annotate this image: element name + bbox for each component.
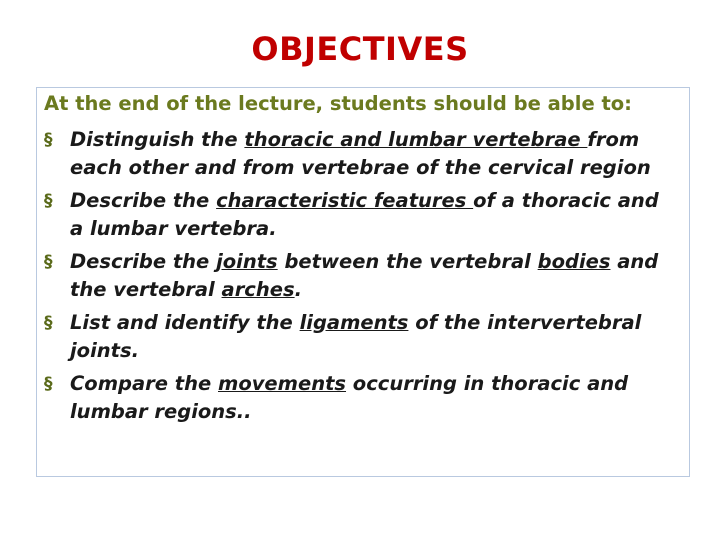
bullet-icon: § xyxy=(44,374,53,394)
objective-text: of a thoracic and xyxy=(473,189,659,212)
bullet-icon: § xyxy=(44,252,53,272)
bullet-icon: § xyxy=(44,130,53,150)
objective-text: joints. xyxy=(70,339,139,362)
objective-text: and xyxy=(610,250,659,273)
key-term: movements xyxy=(218,372,347,395)
objective-text: a lumbar vertebra. xyxy=(70,217,277,240)
objective-line xyxy=(70,309,684,337)
key-term: ligaments xyxy=(299,311,409,334)
objective-text: . xyxy=(294,278,303,301)
key-term: thoracic and lumbar vertebrae xyxy=(244,128,588,151)
objective-line xyxy=(70,154,684,182)
objective-text: the vertebral xyxy=(70,278,222,301)
objective-text: of the intervertebral xyxy=(408,311,642,334)
objective-line xyxy=(70,126,684,154)
page-title: OBJECTIVES xyxy=(251,30,469,68)
objective-line xyxy=(70,370,684,398)
objective-line xyxy=(70,248,684,276)
key-term: characteristic features xyxy=(216,189,474,212)
objective-text: lumbar regions.. xyxy=(70,400,252,423)
objective-item xyxy=(44,370,684,426)
bullet-icon: § xyxy=(44,191,53,211)
objective-line xyxy=(70,337,684,365)
objective-text: List and identify the xyxy=(70,311,300,334)
objective-line xyxy=(70,187,684,215)
objective-line xyxy=(70,276,684,304)
objective-item xyxy=(44,309,684,365)
objective-text: Distinguish the xyxy=(70,128,245,151)
bullet-icon: § xyxy=(44,313,53,333)
objective-text: from xyxy=(587,128,640,151)
key-term: arches xyxy=(221,278,295,301)
objective-item xyxy=(44,187,684,243)
objective-line xyxy=(70,215,684,243)
intro-text: At the end of the lecture, students should be able to: xyxy=(44,92,632,115)
objectives-list xyxy=(44,126,684,431)
objective-text: Describe the xyxy=(70,250,217,273)
objective-item xyxy=(44,126,684,182)
key-term: bodies xyxy=(537,250,611,273)
objective-line xyxy=(70,398,684,426)
objective-text: between the vertebral xyxy=(277,250,538,273)
objective-item xyxy=(44,248,684,304)
key-term: joints xyxy=(216,250,278,273)
objective-text: Compare the xyxy=(70,372,218,395)
objective-text: Describe the xyxy=(70,189,217,212)
objective-text: occurring in thoracic and xyxy=(346,372,629,395)
objective-text: each other and from vertebrae of the cervical region xyxy=(70,156,651,179)
